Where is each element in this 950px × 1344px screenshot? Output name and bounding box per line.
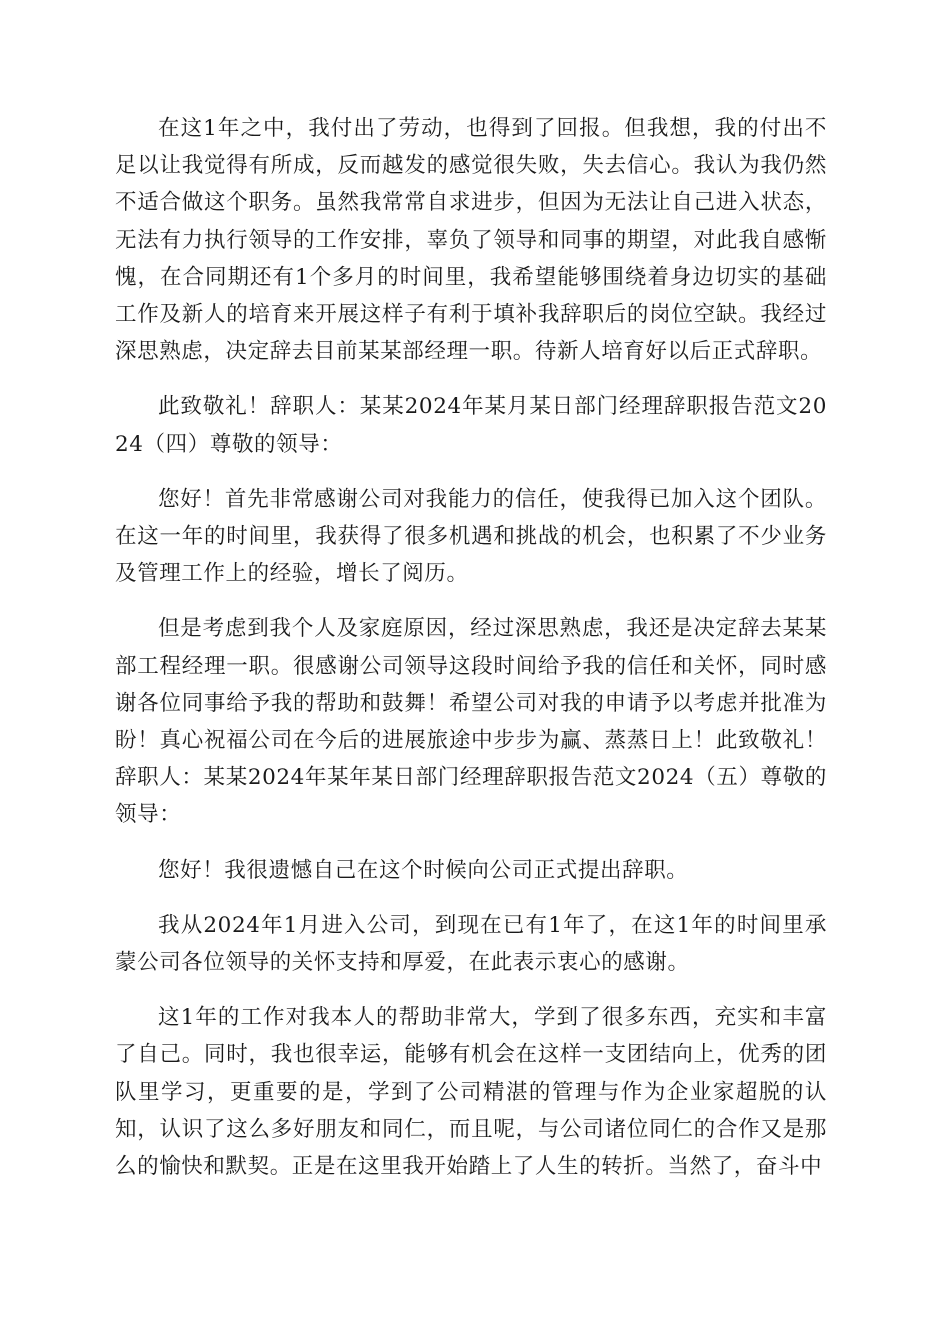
paragraph-2: 此致敬礼！辞职人：某某2024年某月某日部门经理辞职报告范文2024（四）尊敬的领导：	[115, 394, 827, 457]
paragraph-1: 在这1年之中，我付出了劳动，也得到了回报。但我想，我的付出不足以让我觉得有所成，反而越发的感觉很失败，失去信心。我认为我仍然不适合做这个职务。虽然我常常自求进步，但因为无法让自己进入状态，无法有力执行领导的工作安排，辜负了领导和同事的期望，对此我自感惭愧，在合同期还有1个多月的时间里，我希望能够围绕着身边切实的基础工作及新人的培育来开展这样子有利于填补我辞职后的岗位空缺。我经过深思熟虑，决定辞去目前某某部经理一职。待新人培育好以后正式辞职。	[115, 116, 827, 365]
paragraph-4: 但是考虑到我个人及家庭原因，经过深思熟虑，我还是决定辞去某某部工程经理一职。很感谢公司领导这段时间给予我的信任和关怀，同时感谢各位同事给予我的帮助和鼓舞！希望公司对我的申请予以考虑并批准为盼！真心祝福公司在今后的进展旅途中步步为赢、蒸蒸日上！此致敬礼！辞职人：某某2024年某年某日部门经理辞职报告范文2024（五）尊敬的领导：	[115, 616, 827, 828]
document-body	[115, 110, 827, 1203]
paragraph-3: 您好！首先非常感谢公司对我能力的信任，使我得已加入这个团队。在这一年的时间里，我获得了很多机遇和挑战的机会，也积累了不少业务及管理工作上的经验，增长了阅历。	[115, 486, 827, 587]
paragraph-5: 您好！我很遗憾自己在这个时候向公司正式提出辞职。	[158, 857, 689, 883]
paragraph-6: 我从2024年1月进入公司，到现在已有1年了，在这1年的时间里承蒙公司各位领导的关怀支持和厚爱，在此表示衷心的感谢。	[115, 912, 827, 976]
paragraph-7: 这1年的工作对我本人的帮助非常大，学到了很多东西，充实和丰富了自己。同时，我也很幸运，能够有机会在这样一支团结向上，优秀的团队里学习，更重要的是，学到了公司精湛的管理与作为企业家超脱的认知，认识了这么多好朋友和同仁，而且呢，与公司诸位同仁的合作又是那么的愉快和默契。正是在这里我开始踏上了人生的转折。当然了，奋斗中	[115, 1005, 827, 1180]
